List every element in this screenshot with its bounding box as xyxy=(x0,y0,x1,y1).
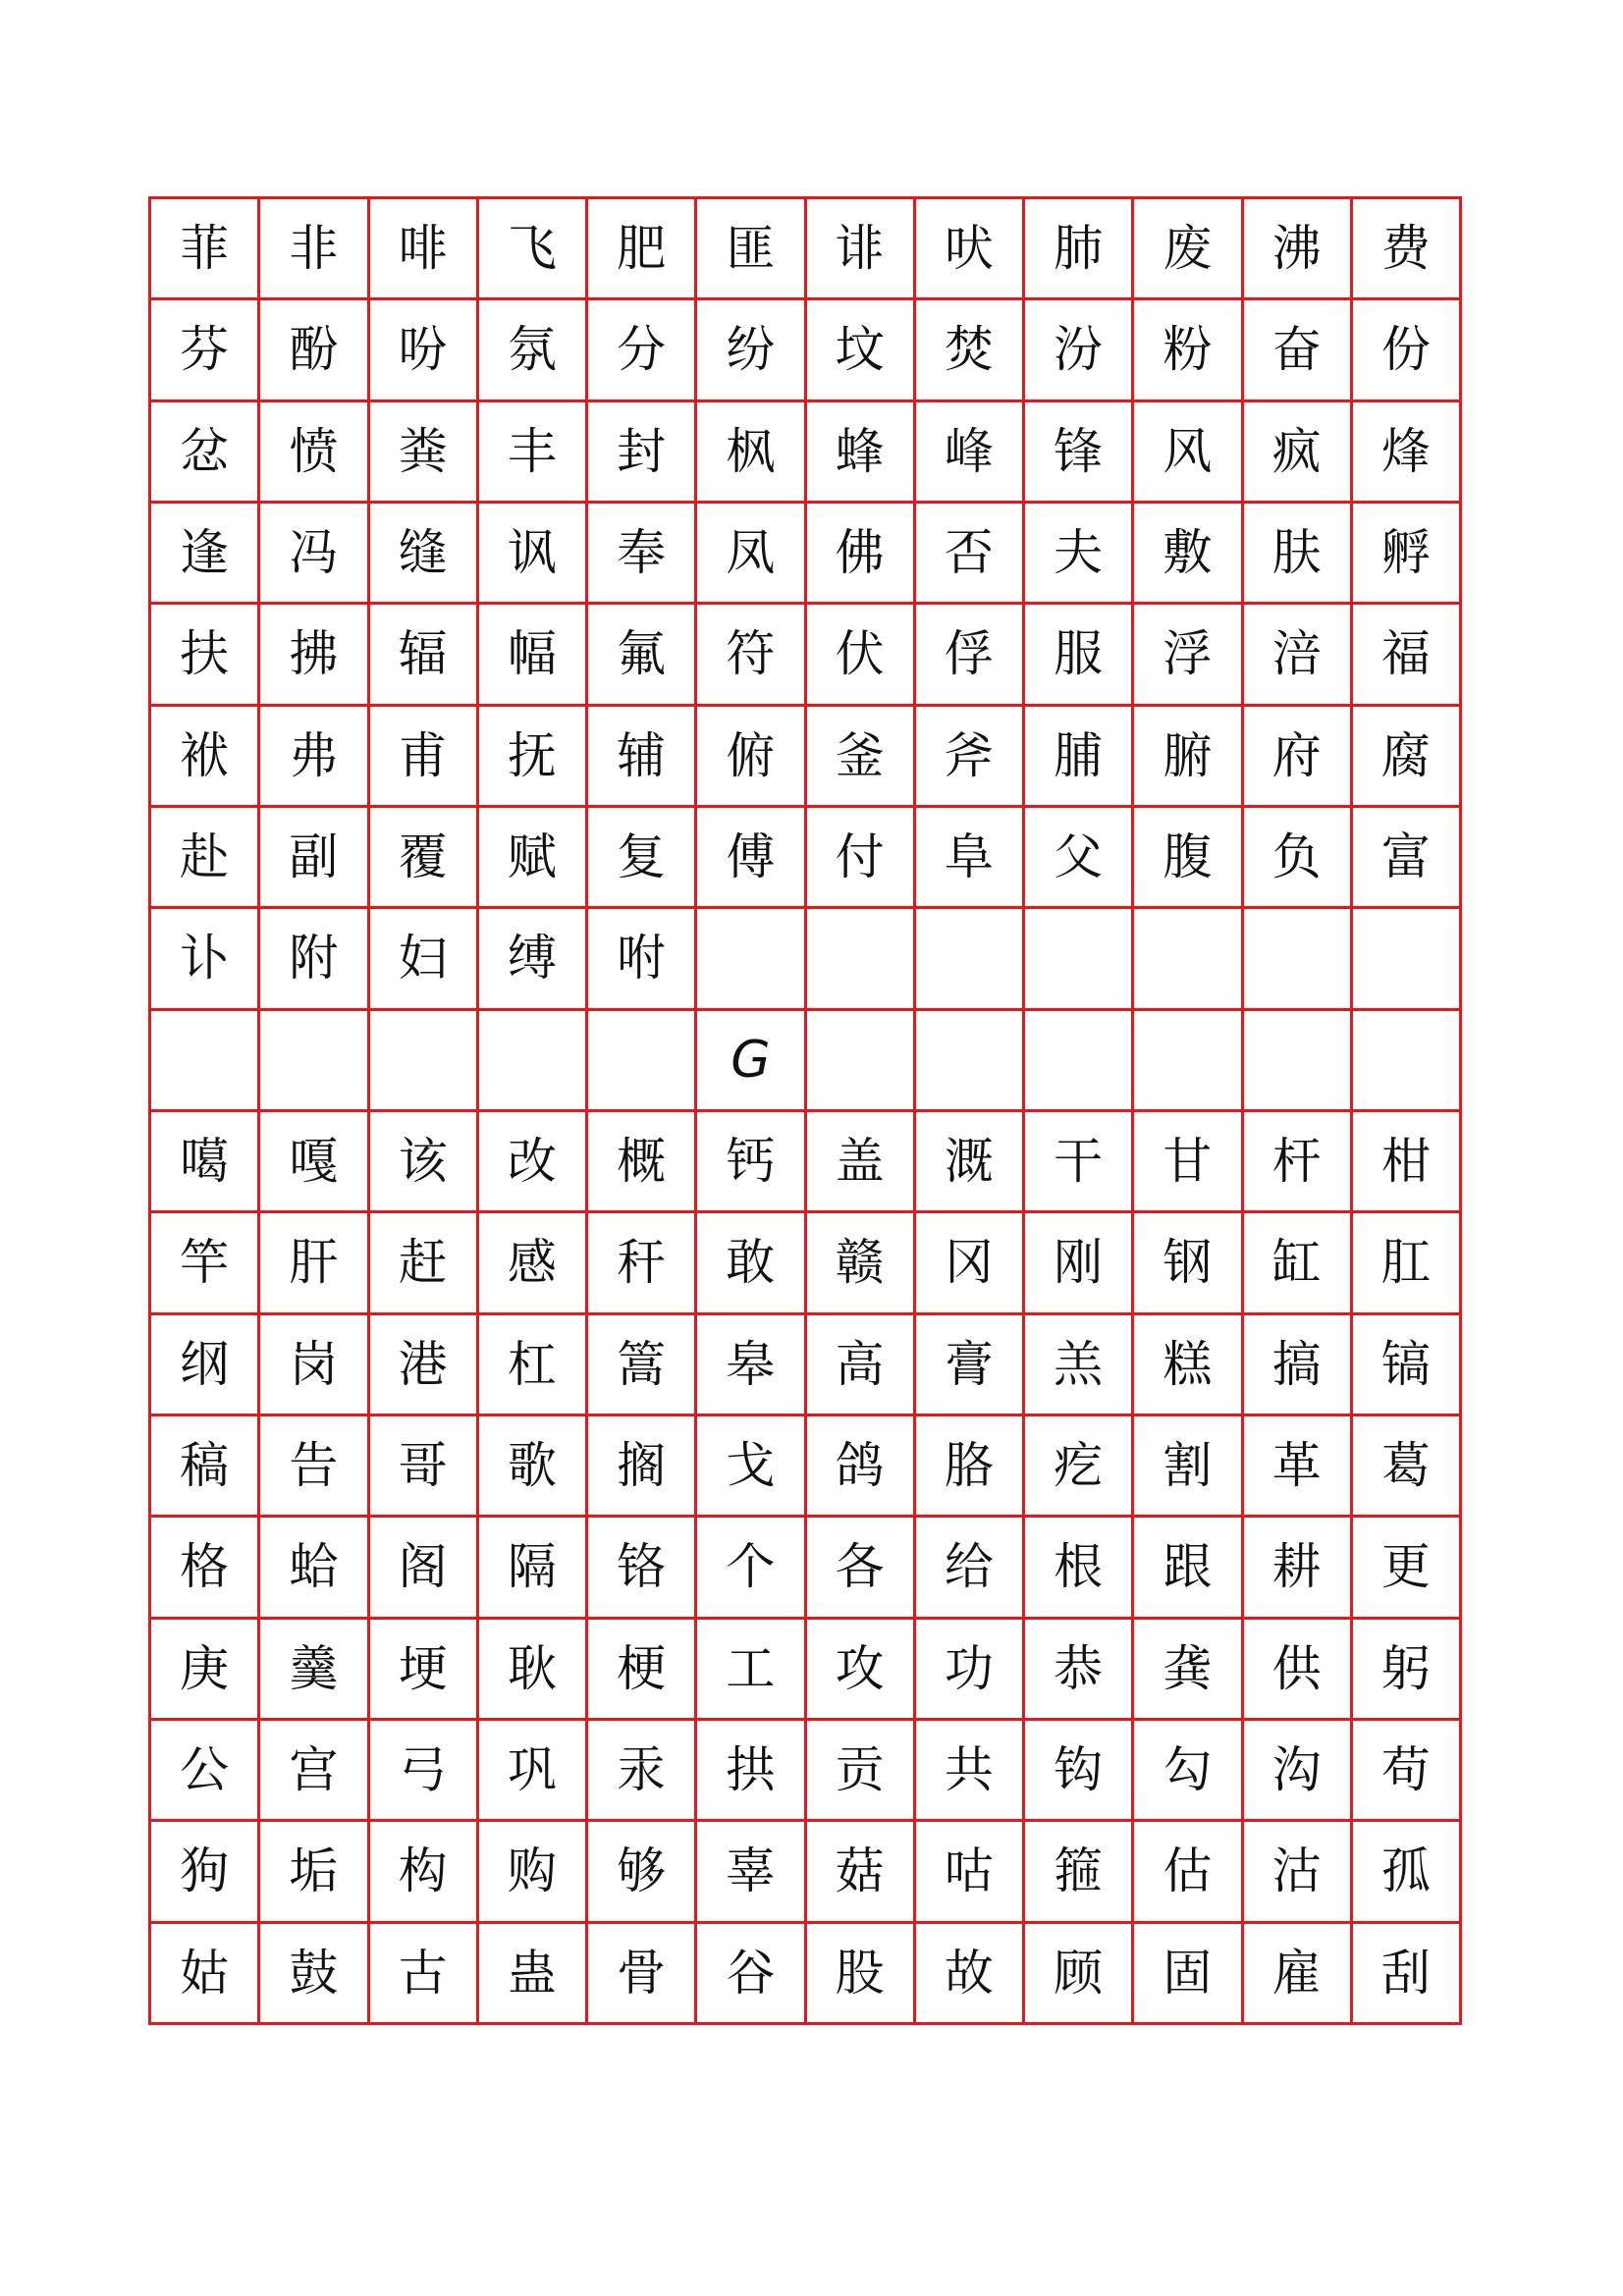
character-cell: 股 xyxy=(807,1924,916,2025)
character-cell: 谷 xyxy=(697,1924,806,2025)
character-cell: 甫 xyxy=(370,707,479,808)
character-cell: 甘 xyxy=(1134,1112,1243,1213)
character-cell: 涪 xyxy=(1244,605,1353,706)
character-cell: 贡 xyxy=(807,1721,916,1822)
character-cell: 缸 xyxy=(1244,1213,1353,1314)
character-cell: 羹 xyxy=(260,1620,369,1721)
character-cell: 竿 xyxy=(151,1213,260,1314)
character-cell: 福 xyxy=(1353,605,1462,706)
character-cell: 咕 xyxy=(916,1822,1025,1923)
character-cell: 鼓 xyxy=(260,1924,369,2025)
character-cell: 鸽 xyxy=(807,1416,916,1518)
character-cell: 俘 xyxy=(916,605,1025,706)
character-cell: 啡 xyxy=(370,199,479,300)
character-cell: 愤 xyxy=(260,402,369,504)
character-cell: 芬 xyxy=(151,300,260,401)
character-cell: 缝 xyxy=(370,504,479,605)
character-cell: 拂 xyxy=(260,605,369,706)
character-cell: 更 xyxy=(1353,1518,1462,1619)
character-cell: 钢 xyxy=(1134,1213,1243,1314)
character-cell: 工 xyxy=(697,1620,806,1721)
character-cell: 沟 xyxy=(1244,1721,1353,1822)
character-cell: 垢 xyxy=(260,1822,369,1923)
character-cell: 固 xyxy=(1134,1924,1243,2025)
character-cell: 给 xyxy=(916,1518,1025,1619)
character-cell: 皋 xyxy=(697,1315,806,1416)
character-cell: 冯 xyxy=(260,504,369,605)
character-cell: 粉 xyxy=(1134,300,1243,401)
character-cell: 镐 xyxy=(1353,1315,1462,1416)
character-cell: 搞 xyxy=(1244,1315,1353,1416)
character-cell: 感 xyxy=(479,1213,588,1314)
character-cell: 秆 xyxy=(588,1213,697,1314)
character-cell: 沽 xyxy=(1244,1822,1353,1923)
character-cell: 烽 xyxy=(1353,402,1462,504)
character-cell: 苟 xyxy=(1353,1721,1462,1822)
character-cell: 篙 xyxy=(588,1315,697,1416)
character-cell: 辐 xyxy=(370,605,479,706)
character-cell: 嘎 xyxy=(260,1112,369,1213)
character-cell: 脯 xyxy=(1025,707,1134,808)
character-cell: 高 xyxy=(807,1315,916,1416)
character-cell: 废 xyxy=(1134,199,1243,300)
character-cell: 讣 xyxy=(151,909,260,1010)
character-cell: 辜 xyxy=(697,1822,806,1923)
character-cell: 弓 xyxy=(370,1721,479,1822)
character-cell: 柑 xyxy=(1353,1112,1462,1213)
character-cell: 箍 xyxy=(1025,1822,1134,1923)
character-cell: 赴 xyxy=(151,808,260,909)
character-cell: 羔 xyxy=(1025,1315,1134,1416)
character-cell: 坟 xyxy=(807,300,916,401)
character-cell: 顾 xyxy=(1025,1924,1134,2025)
character-cell: 拱 xyxy=(697,1721,806,1822)
character-grid xyxy=(148,196,1462,2025)
character-cell: 妇 xyxy=(370,909,479,1010)
character-cell: 分 xyxy=(588,300,697,401)
character-cell: 供 xyxy=(1244,1620,1353,1721)
character-cell: 峰 xyxy=(916,402,1025,504)
character-cell: 孤 xyxy=(1353,1822,1462,1923)
character-cell: 姑 xyxy=(151,1924,260,2025)
character-cell: 釜 xyxy=(807,707,916,808)
character-cell: 弗 xyxy=(260,707,369,808)
character-cell: 锋 xyxy=(1025,402,1134,504)
character-cell: 改 xyxy=(479,1112,588,1213)
character-cell: 袱 xyxy=(151,707,260,808)
character-cell: 疙 xyxy=(1025,1416,1134,1518)
character-cell: 氛 xyxy=(479,300,588,401)
character-cell: 刚 xyxy=(1025,1213,1134,1314)
empty-grid-cell xyxy=(807,1011,916,1112)
character-cell: 古 xyxy=(370,1924,479,2025)
character-cell: 各 xyxy=(807,1518,916,1619)
empty-grid-cell xyxy=(697,909,806,1010)
character-cell: 否 xyxy=(916,504,1025,605)
character-cell: 肥 xyxy=(588,199,697,300)
empty-grid-cell xyxy=(807,909,916,1010)
character-cell: 肛 xyxy=(1353,1213,1462,1314)
empty-grid-cell xyxy=(151,1011,260,1112)
character-cell: 岗 xyxy=(260,1315,369,1416)
character-cell: 父 xyxy=(1025,808,1134,909)
character-cell: 佛 xyxy=(807,504,916,605)
character-cell: 蛊 xyxy=(479,1924,588,2025)
character-cell: 敷 xyxy=(1134,504,1243,605)
character-cell: 缚 xyxy=(479,909,588,1010)
character-cell: 奋 xyxy=(1244,300,1353,401)
empty-grid-cell xyxy=(1353,909,1462,1010)
character-cell: 购 xyxy=(479,1822,588,1923)
character-cell: 个 xyxy=(697,1518,806,1619)
character-cell: 腐 xyxy=(1353,707,1462,808)
character-cell: 幅 xyxy=(479,605,588,706)
character-cell: 概 xyxy=(588,1112,697,1213)
character-cell: 疯 xyxy=(1244,402,1353,504)
character-cell: 富 xyxy=(1353,808,1462,909)
character-cell: 枫 xyxy=(697,402,806,504)
character-cell: 戈 xyxy=(697,1416,806,1518)
character-cell: 抚 xyxy=(479,707,588,808)
character-cell: 辅 xyxy=(588,707,697,808)
character-cell: 糕 xyxy=(1134,1315,1243,1416)
character-cell: 匪 xyxy=(697,199,806,300)
character-cell: 赣 xyxy=(807,1213,916,1314)
character-cell: 赶 xyxy=(370,1213,479,1314)
character-cell: 告 xyxy=(260,1416,369,1518)
empty-grid-cell xyxy=(1025,1011,1134,1112)
character-cell: 哥 xyxy=(370,1416,479,1518)
character-cell: 孵 xyxy=(1353,504,1462,605)
character-cell: 钙 xyxy=(697,1112,806,1213)
character-cell: 斧 xyxy=(916,707,1025,808)
character-cell: 酚 xyxy=(260,300,369,401)
empty-grid-cell xyxy=(479,1011,588,1112)
empty-grid-cell xyxy=(1244,909,1353,1010)
character-cell: 负 xyxy=(1244,808,1353,909)
character-cell: 隔 xyxy=(479,1518,588,1619)
character-cell: 诽 xyxy=(807,199,916,300)
character-cell: 汞 xyxy=(588,1721,697,1822)
character-cell: 风 xyxy=(1134,402,1243,504)
empty-grid-cell xyxy=(916,909,1025,1010)
character-cell: 歌 xyxy=(479,1416,588,1518)
character-cell: 杆 xyxy=(1244,1112,1353,1213)
character-cell: 傅 xyxy=(697,808,806,909)
character-cell: 庚 xyxy=(151,1620,260,1721)
character-cell: 骨 xyxy=(588,1924,697,2025)
character-cell: 够 xyxy=(588,1822,697,1923)
character-cell: 非 xyxy=(260,199,369,300)
character-cell: 胳 xyxy=(916,1416,1025,1518)
character-cell: 腑 xyxy=(1134,707,1243,808)
character-cell: 凤 xyxy=(697,504,806,605)
character-cell: 逢 xyxy=(151,504,260,605)
character-cell: 共 xyxy=(916,1721,1025,1822)
character-cell: 狗 xyxy=(151,1822,260,1923)
character-cell: 革 xyxy=(1244,1416,1353,1518)
character-cell: 夫 xyxy=(1025,504,1134,605)
character-cell: 份 xyxy=(1353,300,1462,401)
character-cell: 覆 xyxy=(370,808,479,909)
character-cell: 稿 xyxy=(151,1416,260,1518)
character-cell: 港 xyxy=(370,1315,479,1416)
character-cell: 付 xyxy=(807,808,916,909)
character-cell: 盖 xyxy=(807,1112,916,1213)
character-cell: 构 xyxy=(370,1822,479,1923)
character-cell: 龚 xyxy=(1134,1620,1243,1721)
character-cell: 氟 xyxy=(588,605,697,706)
character-cell: 讽 xyxy=(479,504,588,605)
character-cell: 葛 xyxy=(1353,1416,1462,1518)
character-cell: 纲 xyxy=(151,1315,260,1416)
character-cell: 封 xyxy=(588,402,697,504)
character-cell: 服 xyxy=(1025,605,1134,706)
character-cell: 蛤 xyxy=(260,1518,369,1619)
character-cell: 菲 xyxy=(151,199,260,300)
character-cell: 吠 xyxy=(916,199,1025,300)
character-cell: 噶 xyxy=(151,1112,260,1213)
empty-grid-cell xyxy=(370,1011,479,1112)
character-cell: 粪 xyxy=(370,402,479,504)
character-cell: 阁 xyxy=(370,1518,479,1619)
character-cell: 功 xyxy=(916,1620,1025,1721)
character-cell: 敢 xyxy=(697,1213,806,1314)
character-cell: 估 xyxy=(1134,1822,1243,1923)
empty-grid-cell xyxy=(1244,1011,1353,1112)
empty-grid-cell xyxy=(260,1011,369,1112)
character-cell: 杠 xyxy=(479,1315,588,1416)
character-cell: 勾 xyxy=(1134,1721,1243,1822)
character-cell: 浮 xyxy=(1134,605,1243,706)
character-cell: 躬 xyxy=(1353,1620,1462,1721)
character-cell: 吩 xyxy=(370,300,479,401)
character-cell: 复 xyxy=(588,808,697,909)
character-cell: 副 xyxy=(260,808,369,909)
character-cell: 俯 xyxy=(697,707,806,808)
character-cell: 沸 xyxy=(1244,199,1353,300)
empty-grid-cell xyxy=(588,1011,697,1112)
character-cell: 公 xyxy=(151,1721,260,1822)
character-cell: 府 xyxy=(1244,707,1353,808)
character-cell: 攻 xyxy=(807,1620,916,1721)
character-cell: 扶 xyxy=(151,605,260,706)
character-cell: 丰 xyxy=(479,402,588,504)
character-cell: 耕 xyxy=(1244,1518,1353,1619)
character-cell: 咐 xyxy=(588,909,697,1010)
character-cell: 蜂 xyxy=(807,402,916,504)
character-cell: 焚 xyxy=(916,300,1025,401)
character-cell: 搁 xyxy=(588,1416,697,1518)
character-cell: 埂 xyxy=(370,1620,479,1721)
empty-grid-cell xyxy=(916,1011,1025,1112)
character-cell: 该 xyxy=(370,1112,479,1213)
character-cell: 膏 xyxy=(916,1315,1025,1416)
character-cell: 阜 xyxy=(916,808,1025,909)
character-cell: 干 xyxy=(1025,1112,1134,1213)
character-cell: 铬 xyxy=(588,1518,697,1619)
character-cell: 雇 xyxy=(1244,1924,1353,2025)
character-cell: 割 xyxy=(1134,1416,1243,1518)
character-cell: 忿 xyxy=(151,402,260,504)
empty-grid-cell xyxy=(1025,909,1134,1010)
character-cell: 冈 xyxy=(916,1213,1025,1314)
character-cell: 纷 xyxy=(697,300,806,401)
character-cell: 宫 xyxy=(260,1721,369,1822)
empty-grid-cell xyxy=(1134,1011,1243,1112)
character-cell: 奉 xyxy=(588,504,697,605)
character-cell: 梗 xyxy=(588,1620,697,1721)
character-cell: 溉 xyxy=(916,1112,1025,1213)
character-cell: 肺 xyxy=(1025,199,1134,300)
character-cell: 根 xyxy=(1025,1518,1134,1619)
character-cell: 赋 xyxy=(479,808,588,909)
character-cell: 费 xyxy=(1353,199,1462,300)
character-cell: 耿 xyxy=(479,1620,588,1721)
empty-grid-cell xyxy=(1134,909,1243,1010)
character-cell: 汾 xyxy=(1025,300,1134,401)
character-cell: 附 xyxy=(260,909,369,1010)
character-cell: 飞 xyxy=(479,199,588,300)
character-cell: 符 xyxy=(697,605,806,706)
character-cell: 刮 xyxy=(1353,1924,1462,2025)
character-cell: 跟 xyxy=(1134,1518,1243,1619)
character-cell: 格 xyxy=(151,1518,260,1619)
character-cell: 肝 xyxy=(260,1213,369,1314)
character-cell: 恭 xyxy=(1025,1620,1134,1721)
character-cell: 巩 xyxy=(479,1721,588,1822)
character-cell: 伏 xyxy=(807,605,916,706)
character-cell: 腹 xyxy=(1134,808,1243,909)
character-cell: 肤 xyxy=(1244,504,1353,605)
character-cell: 钩 xyxy=(1025,1721,1134,1822)
empty-grid-cell xyxy=(1353,1011,1462,1112)
section-letter-heading: G xyxy=(697,1011,806,1112)
character-cell: 故 xyxy=(916,1924,1025,2025)
character-cell: 菇 xyxy=(807,1822,916,1923)
